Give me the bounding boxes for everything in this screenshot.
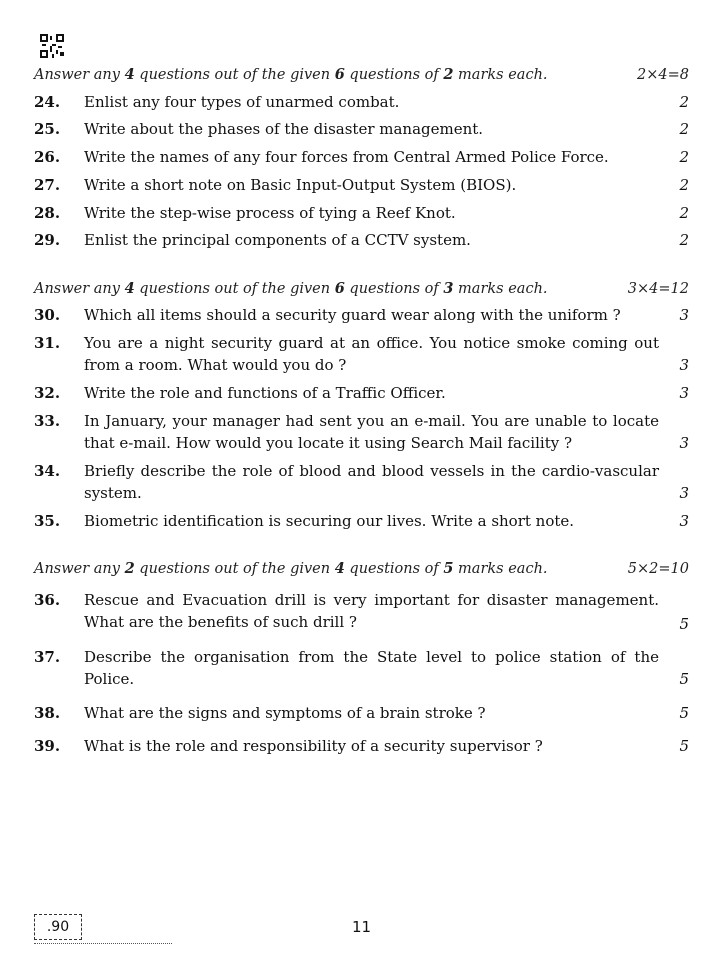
section-instruction: Answer any 4 questions out of the given 6 questions of 3 marks each. 3×4=12 [34, 280, 689, 297]
section-instruction: Answer any 2 questions out of the given 4 questions of 5 marks each. 5×2=10 [34, 560, 689, 577]
section-instruction: Answer any 4 questions out of the given 6 questions of 2 marks each. 2×4=8 [34, 66, 689, 83]
marks-formula: 3×4=12 [627, 281, 689, 297]
paper-code-box: .90 [34, 914, 82, 940]
qr-code-icon [40, 34, 64, 58]
marks-formula: 5×2=10 [627, 561, 689, 577]
marks-formula: 2×4=8 [637, 67, 689, 83]
footer-divider [34, 943, 172, 944]
page-number: 11 [352, 918, 372, 936]
